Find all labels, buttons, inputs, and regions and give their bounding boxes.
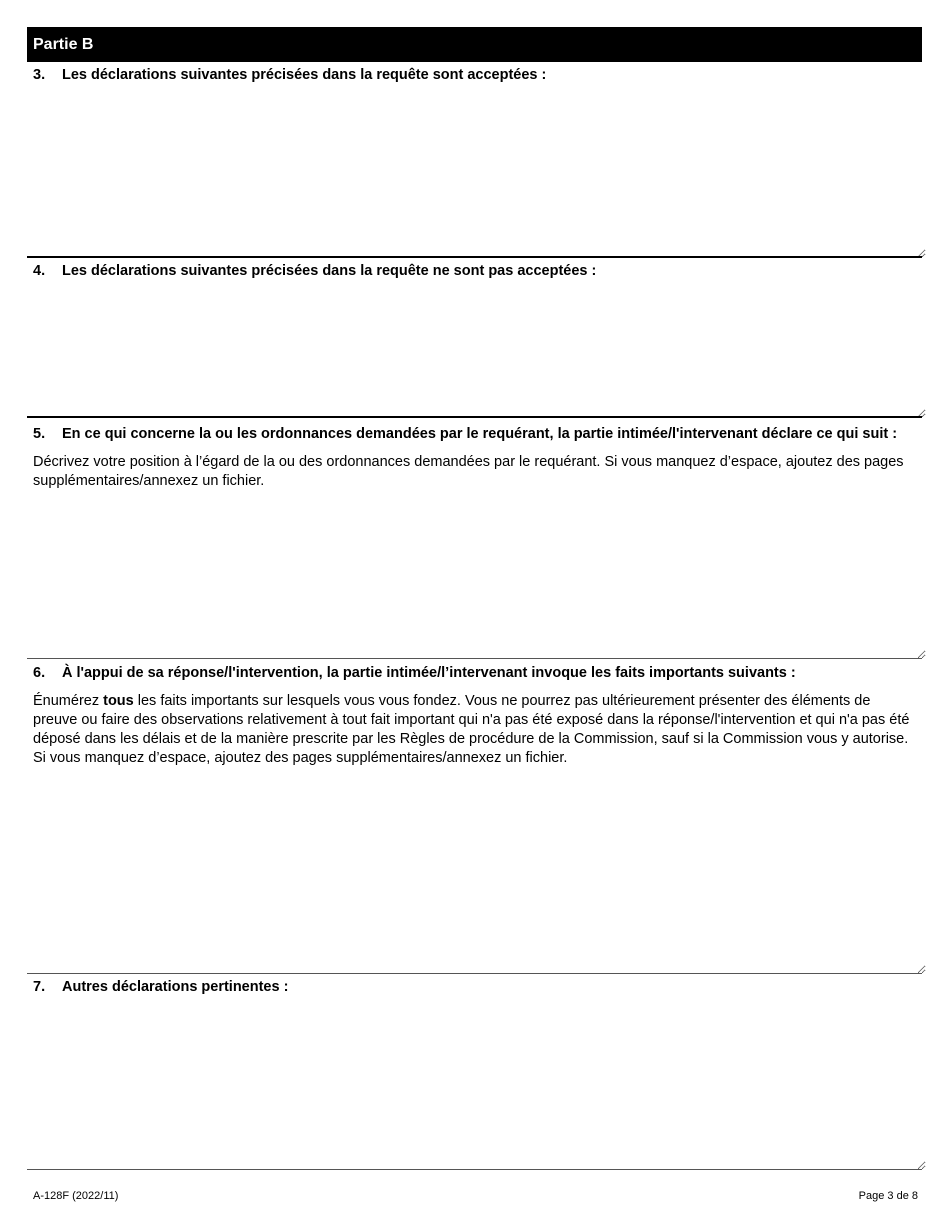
question-4-response-field[interactable] bbox=[27, 285, 926, 418]
question-7-response-field[interactable] bbox=[27, 1002, 926, 1170]
question-4-number: 4. bbox=[33, 263, 46, 279]
question-4 bbox=[27, 256, 922, 281]
footer-divider bbox=[27, 1169, 922, 1170]
part-b-header: Partie B bbox=[27, 27, 922, 62]
question-4-label: Les déclarations suivantes précisées dans la requête ne sont pas acceptées : bbox=[62, 263, 597, 279]
question-7-number: 7. bbox=[33, 979, 46, 995]
question-6-label: À l'appui de sa réponse/l'intervention, la partie intimée/l’intervenant invoque les faits importants suivants : bbox=[62, 665, 796, 681]
question-5-response-field[interactable] bbox=[27, 512, 926, 659]
question-5 bbox=[27, 416, 922, 491]
question-6-instruction bbox=[27, 692, 922, 768]
question-7 bbox=[27, 973, 922, 997]
question-6-instruction-rest: les faits importants sur lesquels vous vous fondez. Vous ne pourrez pas ultérieurement présenter des éléments de preuve ou faire des observations relativement à tout fait important qui n'a pas été exposé dans la réponse/l'intervention et qui n'a pas été déposé dans les délais et de la manière prescrite par les Règles de procédure de la Commission, sauf si la Commission vous y autorise. Si vous manquez d’espace, ajoutez des pages supplémentaires/annexez un fichier. bbox=[33, 693, 910, 766]
page-number: Page 3 de 8 bbox=[858, 1190, 918, 1202]
question-6-instruction-start: Énumérez bbox=[33, 693, 104, 709]
question-6-instruction-emphasis: tous bbox=[103, 693, 134, 709]
question-3-label: Les déclarations suivantes précisées dans la requête sont acceptées : bbox=[62, 67, 547, 83]
question-3-response-field[interactable] bbox=[27, 90, 926, 258]
question-7-label: Autres déclarations pertinentes : bbox=[62, 979, 289, 995]
form-code: A-128F (2022/11) bbox=[33, 1190, 119, 1202]
question-5-instruction: Décrivez votre position à l’égard de la ou des ordonnances demandées par le requérant. Si vous manquez d’espace, ajoutez des pages supplémentaires/annexez un fichier. bbox=[33, 454, 904, 489]
page-footer bbox=[27, 1190, 922, 1202]
question-3 bbox=[27, 66, 922, 85]
question-6-number: 6. bbox=[33, 665, 46, 681]
question-6-response-field[interactable] bbox=[27, 770, 926, 974]
question-3-number: 3. bbox=[33, 67, 46, 83]
question-6 bbox=[27, 658, 922, 768]
form-page bbox=[27, 0, 922, 1230]
question-5-number: 5. bbox=[33, 426, 46, 442]
question-5-label: En ce qui concerne la ou les ordonnances demandées par le requérant, la partie intimée/l'intervenant déclare ce qui suit : bbox=[62, 426, 898, 442]
